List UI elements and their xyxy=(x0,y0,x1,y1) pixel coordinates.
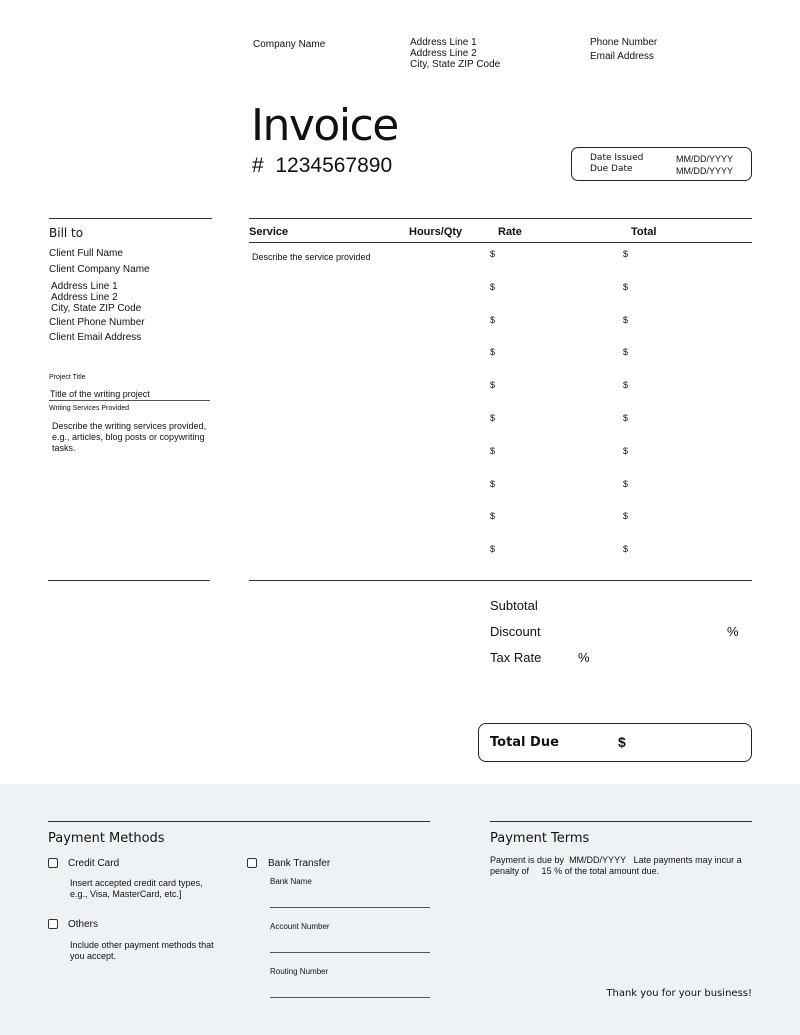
rate-cell: $ xyxy=(490,479,496,489)
discount-label: Discount xyxy=(490,624,541,639)
project-title-underline xyxy=(49,400,210,401)
services-label: Writing Services Provided xyxy=(49,405,130,412)
credit-card-desc-line-1: Insert accepted credit card types, xyxy=(70,878,203,888)
payment-terms-text-2: Late payments may incur a xyxy=(633,855,742,865)
project-title-value: Title of the writing project xyxy=(50,389,150,399)
column-header-service: Service xyxy=(249,226,289,238)
client-email: Client Email Address xyxy=(49,332,142,343)
total-cell: $ xyxy=(623,511,629,521)
total-cell: $ xyxy=(623,544,629,554)
company-email: Email Address xyxy=(590,51,654,62)
credit-card-checkbox[interactable] xyxy=(48,858,58,868)
services-description xyxy=(52,421,206,454)
total-cell: $ xyxy=(623,249,629,259)
services-line-3: tasks. xyxy=(52,443,76,453)
rate-cell: $ xyxy=(490,315,496,325)
payment-terms-text-1: Payment is due by xyxy=(490,855,565,865)
table-bottom-divider xyxy=(249,580,752,581)
client-full-name: Client Full Name xyxy=(49,248,123,259)
table-top-divider xyxy=(249,218,752,219)
discount-percent-symbol: % xyxy=(727,624,739,639)
column-header-hours-qty: Hours/Qty xyxy=(409,226,463,238)
total-cell: $ xyxy=(623,479,629,489)
rate-cell: $ xyxy=(490,380,496,390)
routing-number-input-line[interactable] xyxy=(270,997,430,998)
payment-terms-heading: Payment Terms xyxy=(490,831,590,846)
payment-terms-due-date: MM/DD/YYYY xyxy=(569,855,627,865)
rate-cell: $ xyxy=(490,446,496,456)
date-issued-value: MM/DD/YYYY xyxy=(676,154,734,164)
invoice-number-value: 1234567890 xyxy=(275,154,393,177)
total-cell: $ xyxy=(623,315,629,325)
due-date-value: MM/DD/YYYY xyxy=(676,166,734,176)
bill-to-top-divider xyxy=(49,218,212,219)
client-company-name: Client Company Name xyxy=(49,264,150,275)
total-cell: $ xyxy=(623,413,629,423)
credit-card-description xyxy=(70,878,203,900)
rate-cell: $ xyxy=(490,249,496,259)
payment-terms-penalty-percent: 15 xyxy=(541,866,552,876)
rate-cell: $ xyxy=(490,347,496,357)
project-title-label: Project Title xyxy=(49,374,86,381)
invoice-title: Invoice xyxy=(251,100,398,151)
bank-transfer-label: Bank Transfer xyxy=(268,858,331,869)
date-box xyxy=(571,147,752,181)
others-desc-line-1: Include other payment methods that xyxy=(70,940,214,950)
client-address-line-2: Address Line 2 xyxy=(51,292,118,303)
invoice-number xyxy=(252,154,392,178)
payment-methods-divider xyxy=(48,821,430,822)
bank-name-label: Bank Name xyxy=(270,877,312,886)
tax-rate-label: Tax Rate xyxy=(490,650,542,665)
bank-name-input-line[interactable] xyxy=(270,907,430,908)
client-phone: Client Phone Number xyxy=(49,317,145,328)
table-header-divider xyxy=(249,242,752,243)
bill-to-heading: Bill to xyxy=(49,226,84,240)
payment-terms-divider xyxy=(490,821,752,822)
credit-card-label: Credit Card xyxy=(68,858,120,869)
payment-terms-text-3: penalty of xyxy=(490,866,530,876)
total-due-box xyxy=(478,723,752,762)
company-city-state-zip: City, State ZIP Code xyxy=(410,59,501,70)
credit-card-desc-line-2: e.g., Visa, MasterCard, etc.] xyxy=(70,889,182,899)
others-label: Others xyxy=(68,919,99,930)
invoice-number-prefix: # xyxy=(252,154,264,177)
bank-transfer-checkbox[interactable] xyxy=(247,858,257,868)
services-line-2: e.g., articles, blog posts or copywriting xyxy=(52,432,205,442)
rate-cell: $ xyxy=(490,282,496,292)
thank-you-message: Thank you for your business! xyxy=(606,988,752,999)
date-issued-label: Date Issued xyxy=(590,153,644,163)
account-number-label: Account Number xyxy=(270,922,330,931)
rate-cell: $ xyxy=(490,511,496,521)
total-cell: $ xyxy=(623,347,629,357)
total-cell: $ xyxy=(623,380,629,390)
total-cell: $ xyxy=(623,282,629,292)
company-address-line-2: Address Line 2 xyxy=(410,48,477,59)
bill-to-bottom-divider xyxy=(48,580,210,581)
client-city-state-zip: City, State ZIP Code xyxy=(51,303,142,314)
total-due-label: Total Due xyxy=(490,735,559,750)
column-header-total: Total xyxy=(631,226,657,238)
total-cell: $ xyxy=(623,446,629,456)
payment-terms-text-4: % of the total amount due. xyxy=(554,866,660,876)
total-due-currency: $ xyxy=(618,734,626,750)
company-phone: Phone Number xyxy=(590,37,658,48)
others-desc-line-2: you accept. xyxy=(70,951,117,961)
due-date-label: Due Date xyxy=(590,164,633,174)
account-number-input-line[interactable] xyxy=(270,952,430,953)
payment-terms-text xyxy=(490,855,752,877)
payment-methods-heading: Payment Methods xyxy=(48,831,165,846)
rate-cell: $ xyxy=(490,544,496,554)
others-description xyxy=(70,940,214,962)
subtotal-label: Subtotal xyxy=(490,598,538,613)
tax-rate-percent-symbol: % xyxy=(578,650,590,665)
column-header-rate: Rate xyxy=(498,226,522,238)
company-name: Company Name xyxy=(253,39,326,50)
rate-cell: $ xyxy=(490,413,496,423)
client-address-line-1: Address Line 1 xyxy=(51,281,118,292)
first-service-description: Describe the service provided xyxy=(252,252,371,262)
others-checkbox[interactable] xyxy=(48,919,58,929)
services-line-1: Describe the writing services provided, xyxy=(52,421,207,431)
routing-number-label: Routing Number xyxy=(270,967,329,976)
company-address-line-1: Address Line 1 xyxy=(410,37,477,48)
